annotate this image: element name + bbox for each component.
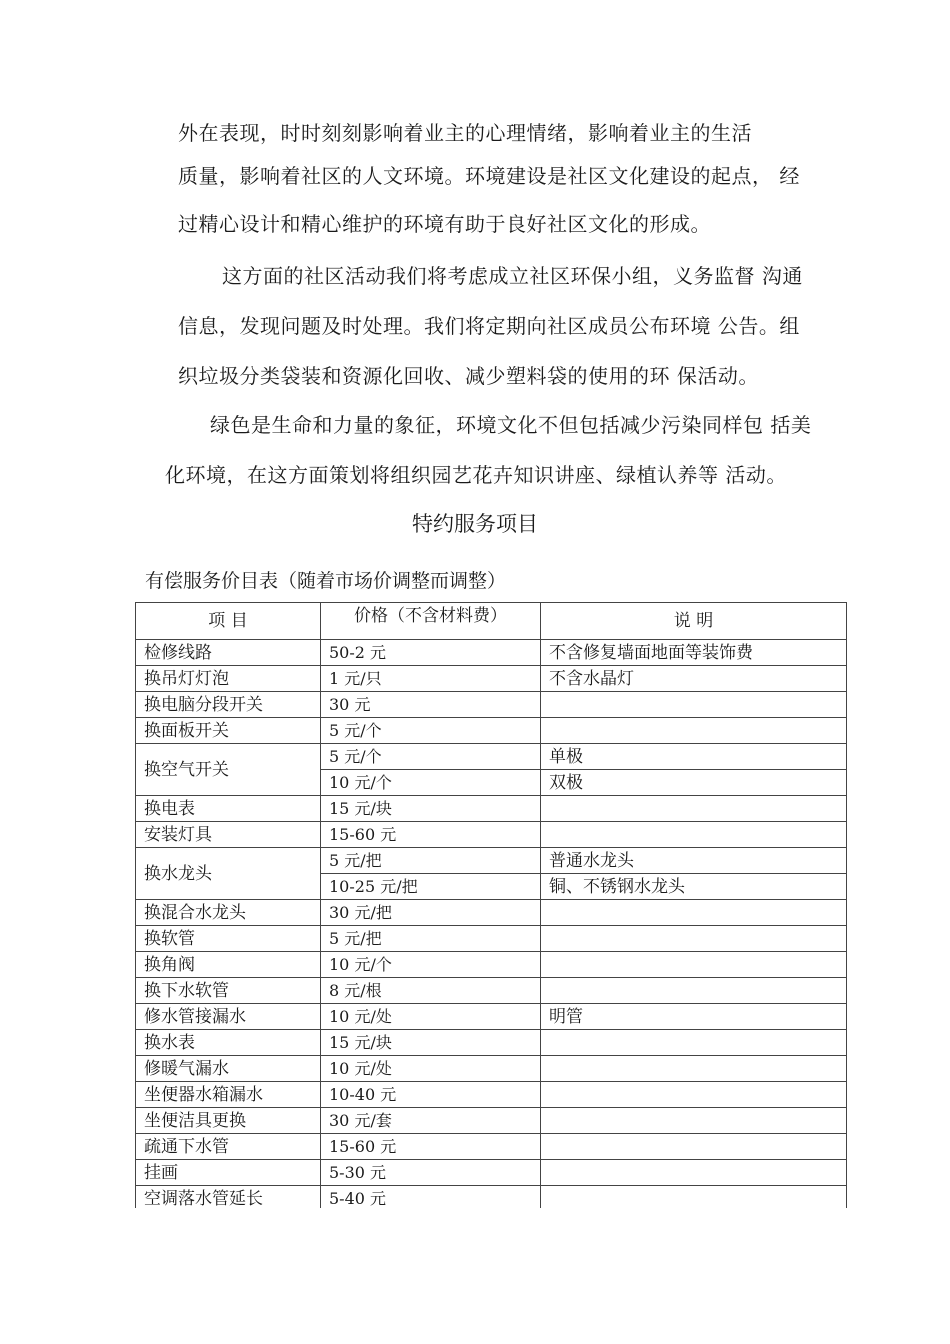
cell-price: 5-40 元 xyxy=(321,1186,541,1212)
table-row xyxy=(136,1056,847,1082)
cell-note: 明管 xyxy=(541,1004,847,1030)
cell-item: 换下水软管 xyxy=(136,978,321,1004)
cell-note xyxy=(541,692,847,718)
table-row xyxy=(136,718,847,744)
cell-item: 换电表 xyxy=(136,796,321,822)
cell-note xyxy=(541,978,847,1004)
cell-item: 换混合水龙头 xyxy=(136,900,321,926)
cell-item: 换软管 xyxy=(136,926,321,952)
paragraph-line: 质量，影响着社区的人文环境。环境建设是社区文化建设的起点， 经 xyxy=(178,164,800,188)
table-row xyxy=(136,1082,847,1108)
table-row xyxy=(136,640,847,666)
cell-item: 疏通下水管 xyxy=(136,1134,321,1160)
table-row xyxy=(136,1108,847,1134)
cell-price: 10-40 元 xyxy=(321,1082,541,1108)
section-title: 特约服务项目 xyxy=(412,512,538,536)
table-row xyxy=(136,1160,847,1186)
cell-item: 换水表 xyxy=(136,1030,321,1056)
cell-note: 不含水晶灯 xyxy=(541,666,847,692)
cell-note xyxy=(541,796,847,822)
table-row xyxy=(136,848,847,874)
cell-price: 15 元/块 xyxy=(321,796,541,822)
table-row xyxy=(136,666,847,692)
cell-price: 15 元/块 xyxy=(321,1030,541,1056)
table-row xyxy=(136,822,847,848)
cell-item: 修暖气漏水 xyxy=(136,1056,321,1082)
cell-price: 10-25 元/把 xyxy=(321,874,541,900)
cell-price: 15-60 元 xyxy=(321,1134,541,1160)
paragraph-line: 信息，发现问题及时处理。我们将定期向社区成员公布环境 公告。组 xyxy=(178,314,800,338)
table-row xyxy=(136,1004,847,1030)
table-row xyxy=(136,1030,847,1056)
cell-note xyxy=(541,1160,847,1186)
cell-note xyxy=(541,822,847,848)
cell-price: 30 元 xyxy=(321,692,541,718)
cell-price: 15-60 元 xyxy=(321,822,541,848)
table-row xyxy=(136,1134,847,1160)
header-item: 项 目 xyxy=(136,603,321,640)
paragraph-line: 过精心设计和精心维护的环境有助于良好社区文化的形成。 xyxy=(178,212,711,236)
cell-item: 坐便器水箱漏水 xyxy=(136,1082,321,1108)
price-table xyxy=(135,602,847,1212)
header-price: 价格（不含材料费） xyxy=(321,603,541,640)
cell-price: 5-30 元 xyxy=(321,1160,541,1186)
cell-note: 双极 xyxy=(541,770,847,796)
cell-note xyxy=(541,718,847,744)
table-row xyxy=(136,926,847,952)
cell-note: 单极 xyxy=(541,744,847,770)
cell-note: 普通水龙头 xyxy=(541,848,847,874)
cell-item: 换电脑分段开关 xyxy=(136,692,321,718)
table-caption: 有偿服务价目表（随着市场价调整而调整） xyxy=(145,570,507,592)
cell-price: 10 元/个 xyxy=(321,770,541,796)
cell-price: 50-2 元 xyxy=(321,640,541,666)
cell-price: 30 元/把 xyxy=(321,900,541,926)
cell-item: 修水管接漏水 xyxy=(136,1004,321,1030)
cell-note xyxy=(541,1134,847,1160)
cell-note xyxy=(541,900,847,926)
table-row xyxy=(136,900,847,926)
cell-note xyxy=(541,926,847,952)
cell-price: 10 元/个 xyxy=(321,952,541,978)
cell-price: 5 元/个 xyxy=(321,744,541,770)
cell-item: 检修线路 xyxy=(136,640,321,666)
header-note: 说 明 xyxy=(541,603,847,640)
cell-note xyxy=(541,1082,847,1108)
table-row xyxy=(136,692,847,718)
cell-note: 不含修复墙面地面等装饰费 xyxy=(541,640,847,666)
cell-item: 换空气开关 xyxy=(136,744,321,796)
cell-item: 挂画 xyxy=(136,1160,321,1186)
cell-item: 安装灯具 xyxy=(136,822,321,848)
paragraph-line: 绿色是生命和力量的象征，环境文化不但包括减少污染同样包 括美 xyxy=(210,413,812,437)
cell-item: 坐便洁具更换 xyxy=(136,1108,321,1134)
cell-note: 铜、不锈钢水龙头 xyxy=(541,874,847,900)
paragraph-line: 这方面的社区活动我们将考虑成立社区环保小组，义务监督 沟通 xyxy=(222,264,803,288)
table-row xyxy=(136,978,847,1004)
cell-price: 1 元/只 xyxy=(321,666,541,692)
cell-price: 5 元/把 xyxy=(321,848,541,874)
cell-note xyxy=(541,1056,847,1082)
cell-price: 5 元/个 xyxy=(321,718,541,744)
cell-item: 换面板开关 xyxy=(136,718,321,744)
table-row xyxy=(136,744,847,770)
table-row xyxy=(136,796,847,822)
page-bottom-margin xyxy=(0,1208,950,1344)
cell-price: 8 元/根 xyxy=(321,978,541,1004)
cell-note xyxy=(541,1108,847,1134)
cell-note xyxy=(541,1030,847,1056)
table-row xyxy=(136,952,847,978)
paragraph-line: 化环境，在这方面策划将组织园艺花卉知识讲座、绿植认养等 活动。 xyxy=(165,463,787,487)
cell-item: 换角阀 xyxy=(136,952,321,978)
paragraph-line: 外在表现，时时刻刻影响着业主的心理情绪，影响着业主的生活 xyxy=(178,121,752,145)
cell-item: 换水龙头 xyxy=(136,848,321,900)
cell-price: 10 元/处 xyxy=(321,1056,541,1082)
cell-price: 30 元/套 xyxy=(321,1108,541,1134)
cell-item: 换吊灯灯泡 xyxy=(136,666,321,692)
cell-price: 10 元/处 xyxy=(321,1004,541,1030)
cell-note xyxy=(541,952,847,978)
table-header-row xyxy=(136,603,847,640)
cell-price: 5 元/把 xyxy=(321,926,541,952)
cell-item: 空调落水管延长 xyxy=(136,1186,321,1212)
paragraph-line: 织垃圾分类袋装和资源化回收、减少塑料袋的使用的环 保活动。 xyxy=(178,364,759,388)
